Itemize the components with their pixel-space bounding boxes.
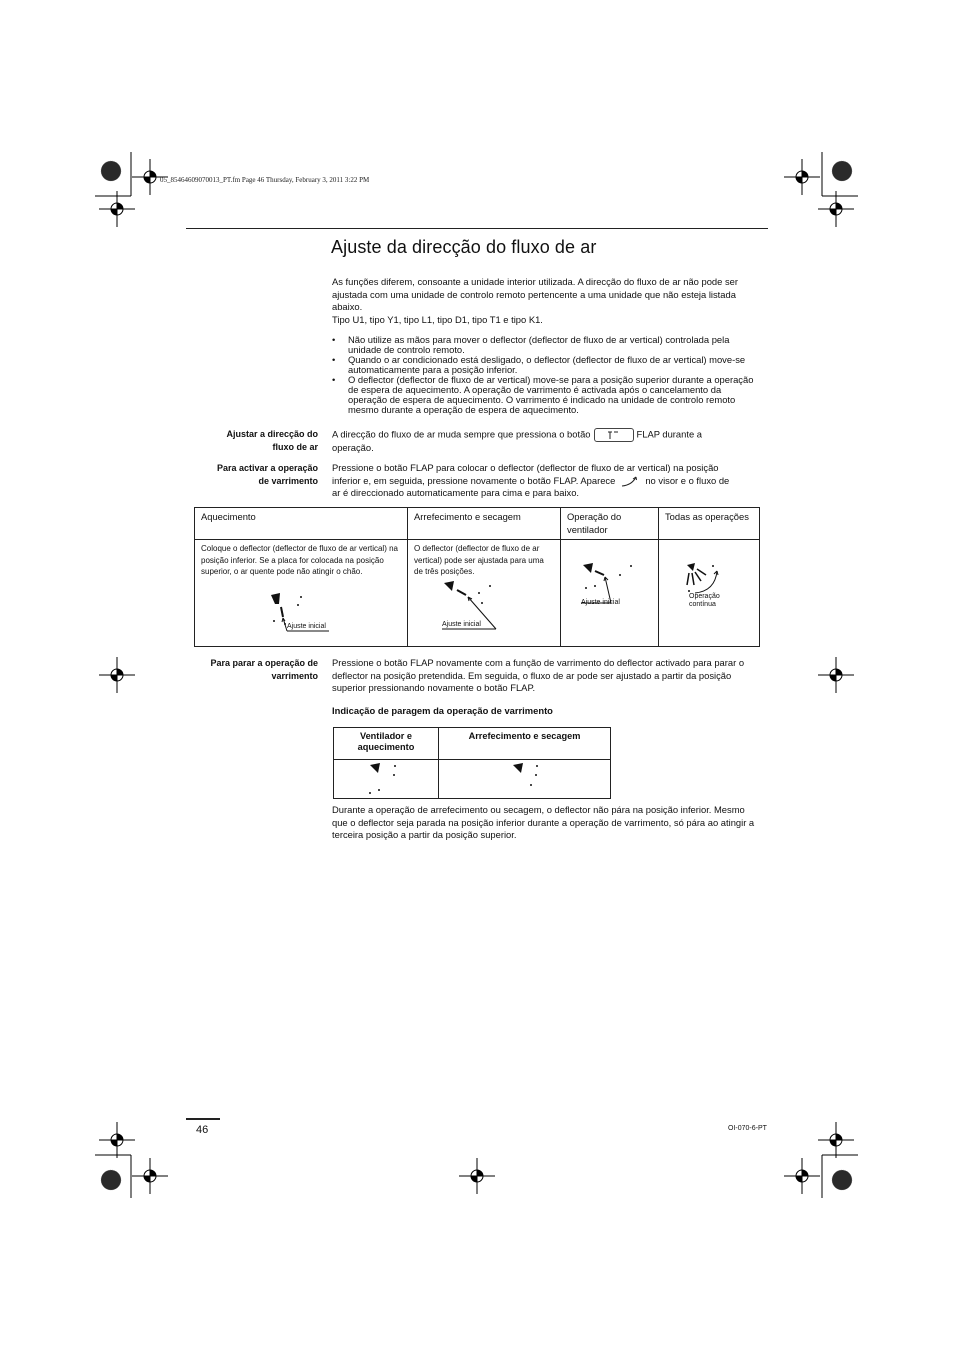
section-heading-adjust: Ajustar a direcção do fluxo de ar (226, 429, 318, 452)
page-number: 46 (196, 1124, 209, 1136)
closing-paragraph: Durante a operação de arrefecimento ou secagem, o deflector não pára na posição inferior. Mesmo que o deflector seja parada na posição inferior durante a operação de varrimento, só pára ao atingir a terceira posição a partir da posição superior. (332, 804, 755, 840)
document-code: OI-070-6-PT (728, 1125, 767, 1132)
section-stop-text: Pressione o botão FLAP novamente com a função de varrimento do deflector activado para parar o deflector na posição pretendida. Em seguida, o fluxo de ar pode ser ajustado a partir da posição superior pressionando novamente o botão FLAP. Indicação de paragem da operação de varrimento (332, 657, 762, 717)
top-rule (186, 228, 768, 229)
airflow-modes-table (194, 507, 760, 647)
section-swing-text: Pressione o botão FLAP para colocar o deflector (deflector de fluxo de ar vertical) na posição inferior e, em seguida, pressione novamente o botão FLAP. Aparece no visor e o fluxo de ar é direccionado automaticamente para cima e para baixo. (332, 462, 730, 499)
note-item: • O deflector (deflector de fluxo de ar vertical) move-se para a posição superior durante a operação de espera de aquecimento. A operação de varrimento é activada após o cancelamento da operação de espera de aquecimento. O varrimento é indicado na unidade de controlo remoto mesmo durante a operação de espera de aquecimento. (332, 375, 762, 415)
initial-setting-label: Ajuste inicial (581, 599, 620, 606)
flap-diagram-heating (271, 587, 341, 643)
flap-diagram-cooling (442, 581, 532, 641)
table-header: Aquecimento (195, 508, 408, 540)
initial-setting-label: Ajuste inicial (442, 621, 481, 628)
flap-button-icon (594, 428, 634, 442)
cooling-description: O deflector (deflector de fluxo de ar vertical) pode ser ajustada para uma de três posições. (414, 544, 544, 576)
footer-rule (186, 1118, 220, 1120)
table-header: Arrefecimento e secagem (439, 728, 611, 760)
table-header: Operação do ventilador (561, 508, 659, 540)
table-header-row (334, 728, 611, 760)
section-heading-swing: Para activar a operação de varrimento (216, 463, 318, 486)
fan-cell (561, 540, 659, 647)
heating-cell (195, 540, 408, 647)
cooling-indicator-cell (439, 760, 611, 799)
all-operations-cell (659, 540, 760, 647)
note-item: • Quando o ar condicionado está desligado, o deflector (deflector de fluxo de ar vertical) move-se automaticamente para a posição inferior. (332, 355, 762, 375)
intro-text: As funções diferem, consoante a unidade interior utilizada. A direcção do fluxo de ar não pode ser ajustada com uma unidade de controlo remoto pertencente a uma unidade que não esteja listada abaixo. (332, 276, 738, 312)
stop-indication-table (333, 727, 611, 799)
section-heading-stop: Para parar a operação de varrimento (210, 658, 318, 681)
cooling-cell (408, 540, 561, 647)
table-row (195, 540, 760, 647)
stop-subheading: Indicação de paragem da operação de varrimento (332, 704, 553, 716)
fan-heating-indicator-cell (334, 760, 439, 799)
flap-stop-indicator-icon (511, 763, 551, 795)
flap-stop-indicator-icon (368, 763, 408, 795)
table-header: Todas as operações (659, 508, 760, 540)
note-item: • Não utilize as mãos para mover o deflector (deflector de fluxo de ar vertical) controlada pela unidade de controlo remoto. (332, 335, 762, 355)
table-row (334, 760, 611, 799)
initial-setting-label: Ajuste inicial (287, 623, 326, 630)
section-adjust-text: A direcção do fluxo de ar muda sempre que pressiona o botão FLAP durante a operação. (332, 428, 702, 453)
swing-icon (618, 475, 642, 487)
table-header: Ventilador e aquecimento (334, 728, 439, 760)
continuous-operation-label: Operação contínua (689, 593, 720, 608)
page-title: Ajuste da direcção do fluxo de ar (331, 237, 597, 257)
table-header: Arrefecimento e secagem (408, 508, 561, 540)
notes-list (332, 335, 762, 415)
print-header: 05_85464609070013_PT.fm Page 46 Thursday, February 3, 2011 3:22 PM (160, 176, 370, 184)
heating-description: Coloque o deflector (deflector de fluxo de ar vertical) na posição inferior. Se a placa for colocada na posição superior, o ar quente pode não atingir o chão. (201, 544, 398, 576)
table-header-row (195, 508, 760, 540)
unit-types: Tipo U1, tipo Y1, tipo L1, tipo D1, tipo T1 e tipo K1. (332, 313, 543, 325)
intro-paragraph (332, 276, 762, 326)
